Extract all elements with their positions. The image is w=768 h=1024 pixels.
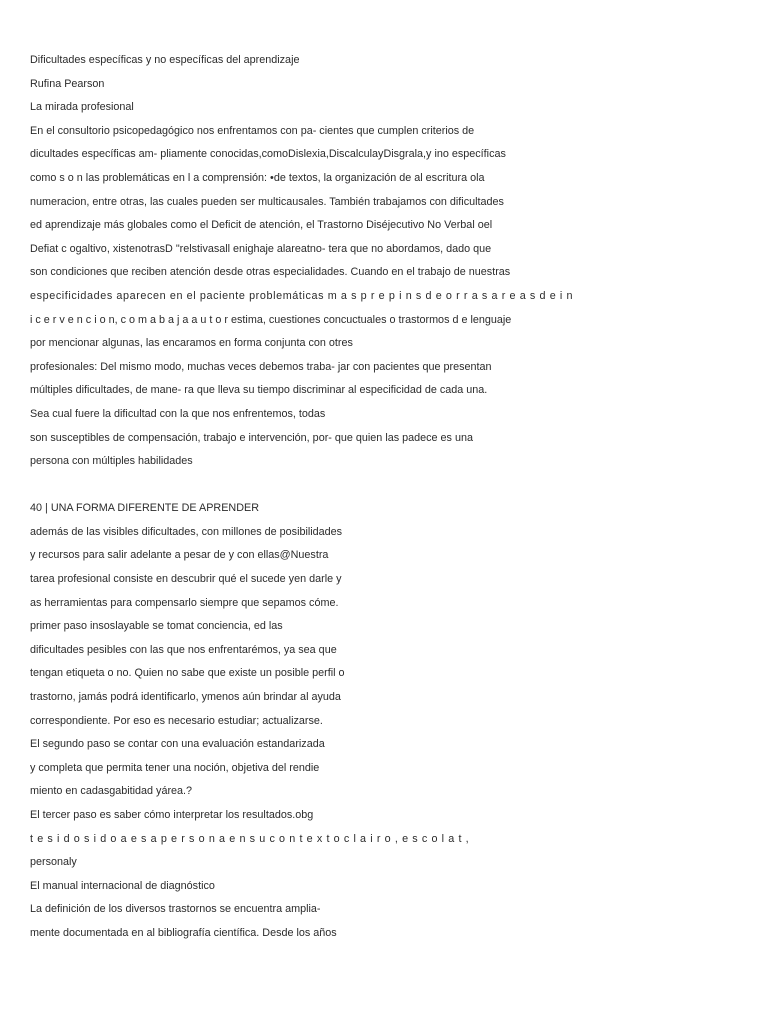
body-line: t e s i d o s i d o a e s a p e r s o n a e n s u c o n t e x t o c l a i r o , e s c o l a t , — [30, 832, 470, 845]
body-line: ed aprendizaje más globales como el Deficit de atención, el Trastorno Diséjecutivo No Verbal oel — [30, 219, 493, 232]
body-line: especificidades aparecen en el paciente problemáticas m a s p r e p i n s d e o r r a s a r e a s d e i n — [30, 289, 574, 302]
body-line: son condiciones que reciben atención desde otras especialidades. Cuando en el trabajo de nuestras — [30, 266, 511, 279]
body-line: por mencionar algunas, las encaramos en forma conjunta con otres — [30, 337, 353, 350]
running-header: 40 | UNA FORMA DIFERENTE DE APRENDER — [30, 502, 259, 515]
body-line: mente documentada en al bibliografía científica. Desde los años — [30, 926, 337, 939]
body-line: En el consultorio psicopedagógico nos enfrentamos con pa- cientes que cumplen criterios de — [30, 124, 475, 137]
body-line: además de las visibles dificultades, con millones de posibilidades — [30, 525, 343, 538]
body-line: miento en cadasgabitidad yárea.? — [30, 785, 193, 798]
body-line: múltiples dificultades, de mane- ra que lleva su tiempo discriminar al especificidad de cada una. — [30, 384, 488, 397]
body-line: primer paso insoslayable se tomat conciencia, ed las — [30, 620, 283, 633]
body-line: Sea cual fuere la dificultad con la que nos enfrentemos, todas — [30, 407, 326, 420]
body-line: trastorno, jamás podrá identificarlo, ymenos aún brindar al ayuda — [30, 691, 341, 704]
document-author: Rufina Pearson — [30, 77, 105, 90]
body-line: y completa que permita tener una noción, objetiva del rendie — [30, 761, 320, 774]
body-line: tengan etiqueta o no. Quien no sabe que existe un posible perfil o — [30, 667, 345, 680]
body-line: La definición de los diversos trastornos se encuentra amplia- — [30, 903, 321, 916]
body-line: son susceptibles de compensación, trabajo e intervención, por- que quien las padece es una — [30, 431, 473, 444]
body-line: correspondiente. Por eso es necesario estudiar; actualizarse. — [30, 714, 323, 727]
body-line: personaly — [30, 856, 77, 869]
body-line: i c e r v e n c i o n, c o m a b a j a a u t o r estima, cuestiones concuctuales o trastormos d e lenguaje — [30, 313, 512, 326]
body-line: El segundo paso se contar con una evaluación estandarizada — [30, 738, 325, 751]
document-page — [30, 49, 750, 946]
section-heading: El manual internacional de diagnóstico — [30, 879, 215, 892]
document-title: Dificultades específicas y no específicas del aprendizaje — [30, 54, 300, 66]
paragraph-gap — [30, 474, 750, 498]
body-line: as herramientas para compensarlo siempre que sepamos cóme. — [30, 596, 339, 609]
section-subtitle: La mirada profesional — [30, 101, 134, 114]
body-line: profesionales: Del mismo modo, muchas veces debemos traba- jar con pacientes que presentan — [30, 360, 492, 373]
body-line: numeracion, entre otras, las cuales pueden ser multicausales. También trabajamos con dificultades — [30, 195, 504, 208]
body-line: tarea profesional consiste en descubrir qué el sucede yen darle y — [30, 573, 342, 586]
body-line: como s o n las problemáticas en l a comprensión: •de textos, la organización de al escritura ola — [30, 171, 485, 184]
body-line: y recursos para salir adelante a pesar de y con ellas@Nuestra — [30, 549, 329, 562]
body-line: dificultades pesibles con las que nos enfrentarémos, ya sea que — [30, 643, 337, 656]
body-line: dicultades específicas am- pliamente conocidas,comoDislexia,DiscalculayDisgrala,y ino específicas — [30, 148, 506, 161]
body-line: persona con múltiples habilidades — [30, 455, 193, 468]
body-line: El tercer paso es saber cómo interpretar los resultados.obg — [30, 809, 314, 821]
body-line: Defiat c ogaltivo, xistenotrasD "relstivasall enighaje alareatno- tera que no abordamos, dado que — [30, 242, 492, 255]
